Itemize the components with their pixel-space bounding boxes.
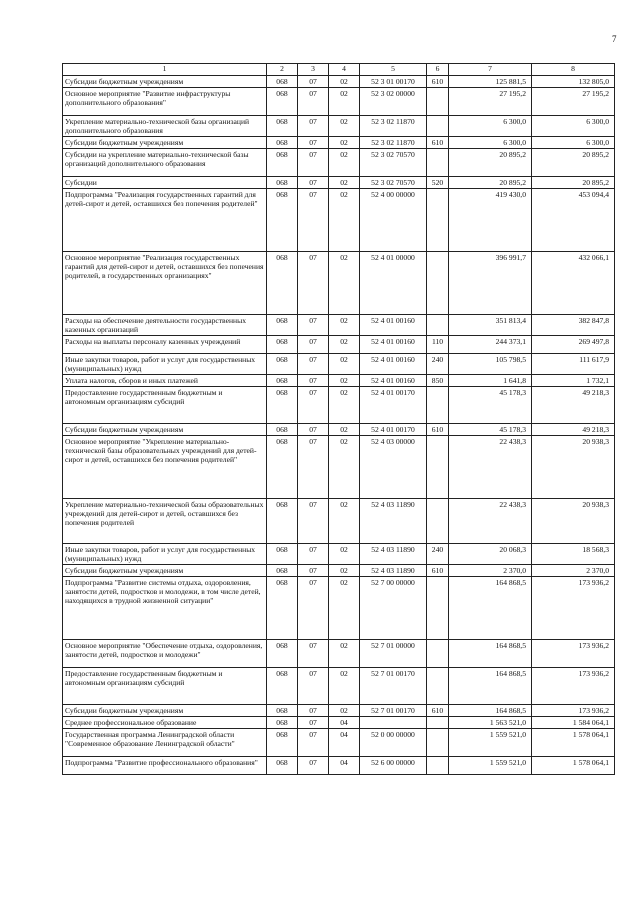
row-expense-type <box>427 88 449 116</box>
row-section: 07 <box>298 137 329 149</box>
row-section: 07 <box>298 88 329 116</box>
row-section: 07 <box>298 336 329 354</box>
header-cell: 4 <box>329 64 360 76</box>
row-admin-code: 068 <box>267 717 298 729</box>
row-name: Государственная программа Ленинградской области "Современное образование Ленинградской области" <box>63 729 267 757</box>
table-row <box>63 375 615 387</box>
row-section: 07 <box>298 354 329 375</box>
row-amount-year2: 18 568,3 <box>532 544 615 565</box>
row-expense-type <box>427 252 449 315</box>
row-amount-year1: 2 370,0 <box>449 565 532 577</box>
row-admin-code: 068 <box>267 729 298 757</box>
row-admin-code: 068 <box>267 387 298 424</box>
row-expense-type <box>427 577 449 640</box>
row-amount-year2: 111 617,9 <box>532 354 615 375</box>
header-cell: 5 <box>360 64 427 76</box>
row-admin-code: 068 <box>267 76 298 88</box>
row-amount-year2: 269 497,8 <box>532 336 615 354</box>
row-admin-code: 068 <box>267 668 298 705</box>
row-target-article: 52 4 00 00000 <box>360 189 427 252</box>
row-admin-code: 068 <box>267 149 298 177</box>
row-admin-code: 068 <box>267 757 298 775</box>
row-name: Субсидии на укрепление материально-технической базы организаций дополнительного образования <box>63 149 267 177</box>
row-subsection: 02 <box>329 336 360 354</box>
row-section: 07 <box>298 315 329 336</box>
row-amount-year1: 125 881,5 <box>449 76 532 88</box>
row-subsection: 02 <box>329 177 360 189</box>
row-name: Уплата налогов, сборов и иных платежей <box>63 375 267 387</box>
row-amount-year1: 1 641,8 <box>449 375 532 387</box>
row-target-article: 52 6 00 00000 <box>360 757 427 775</box>
row-expense-type <box>427 717 449 729</box>
row-subsection: 02 <box>329 137 360 149</box>
row-admin-code: 068 <box>267 354 298 375</box>
row-name: Иные закупки товаров, работ и услуг для государственных (муниципальных) нужд <box>63 354 267 375</box>
row-admin-code: 068 <box>267 336 298 354</box>
row-admin-code: 068 <box>267 544 298 565</box>
row-amount-year2: 20 938,3 <box>532 499 615 544</box>
row-admin-code: 068 <box>267 375 298 387</box>
row-expense-type <box>427 149 449 177</box>
row-name: Субсидии бюджетным учреждениям <box>63 424 267 436</box>
row-amount-year1: 45 178,3 <box>449 424 532 436</box>
row-subsection: 02 <box>329 315 360 336</box>
row-target-article: 52 4 01 00160 <box>360 315 427 336</box>
header-cell: 2 <box>267 64 298 76</box>
table-row <box>63 336 615 354</box>
row-name: Предоставление государственным бюджетным и автономным организациям субсидий <box>63 668 267 705</box>
row-amount-year2: 173 936,2 <box>532 577 615 640</box>
header-cell: 8 <box>532 64 615 76</box>
row-amount-year1: 20 895,2 <box>449 177 532 189</box>
row-section: 07 <box>298 149 329 177</box>
row-admin-code: 068 <box>267 189 298 252</box>
header-cell: 6 <box>427 64 449 76</box>
table-row <box>63 577 615 640</box>
row-expense-type <box>427 315 449 336</box>
row-target-article: 52 4 01 00000 <box>360 252 427 315</box>
row-admin-code: 068 <box>267 315 298 336</box>
row-name: Основное мероприятие "Реализация государственных гарантий для детей-сирот и детей, оставшихся без попечения родителей, в государственных организациях" <box>63 252 267 315</box>
table-row <box>63 499 615 544</box>
row-amount-year2: 1 732,1 <box>532 375 615 387</box>
row-expense-type <box>427 189 449 252</box>
row-admin-code: 068 <box>267 116 298 137</box>
row-admin-code: 068 <box>267 88 298 116</box>
row-name: Предоставление государственным бюджетным и автономным организациям субсидий <box>63 387 267 424</box>
row-target-article: 52 4 01 00160 <box>360 336 427 354</box>
row-admin-code: 068 <box>267 565 298 577</box>
row-target-article <box>360 717 427 729</box>
row-amount-year1: 22 438,3 <box>449 499 532 544</box>
row-amount-year2: 173 936,2 <box>532 640 615 668</box>
table-row <box>63 252 615 315</box>
row-amount-year2: 173 936,2 <box>532 668 615 705</box>
row-target-article: 52 4 01 00160 <box>360 375 427 387</box>
row-name: Субсидии бюджетным учреждениям <box>63 137 267 149</box>
row-amount-year1: 27 195,2 <box>449 88 532 116</box>
row-amount-year1: 6 300,0 <box>449 137 532 149</box>
row-section: 07 <box>298 499 329 544</box>
row-expense-type <box>427 387 449 424</box>
row-target-article: 52 3 02 70570 <box>360 149 427 177</box>
row-expense-type <box>427 116 449 137</box>
row-name: Основное мероприятие "Обеспечение отдыха, оздоровления, занятости детей, подростков и молодежи" <box>63 640 267 668</box>
row-expense-type: 610 <box>427 705 449 717</box>
row-name: Субсидии <box>63 177 267 189</box>
row-section: 07 <box>298 565 329 577</box>
header-cell: 1 <box>63 64 267 76</box>
row-amount-year1: 244 373,1 <box>449 336 532 354</box>
row-name: Подпрограмма "Развитие системы отдыха, оздоровления, занятости детей, подростков и молодежи, в том числе детей, находящихся в трудной жизненной ситуации" <box>63 577 267 640</box>
row-name: Подпрограмма "Реализация государственных гарантий для детей-сирот и детей, оставшихся без попечения родителей" <box>63 189 267 252</box>
table-row <box>63 354 615 375</box>
table-row <box>63 757 615 775</box>
table-row <box>63 544 615 565</box>
row-amount-year2: 453 094,4 <box>532 189 615 252</box>
table-row <box>63 137 615 149</box>
row-expense-type <box>427 640 449 668</box>
table-row <box>63 315 615 336</box>
row-section: 07 <box>298 252 329 315</box>
table-row <box>63 640 615 668</box>
row-amount-year2: 382 847,8 <box>532 315 615 336</box>
row-subsection: 02 <box>329 577 360 640</box>
row-amount-year1: 45 178,3 <box>449 387 532 424</box>
row-expense-type <box>427 436 449 499</box>
row-section: 07 <box>298 729 329 757</box>
row-amount-year2: 6 300,0 <box>532 116 615 137</box>
header-row <box>63 64 615 76</box>
row-subsection: 02 <box>329 640 360 668</box>
row-subsection: 02 <box>329 387 360 424</box>
table-row <box>63 565 615 577</box>
row-subsection: 02 <box>329 544 360 565</box>
row-section: 07 <box>298 668 329 705</box>
table-row <box>63 177 615 189</box>
row-name: Субсидии бюджетным учреждениям <box>63 705 267 717</box>
row-amount-year1: 164 868,5 <box>449 668 532 705</box>
row-amount-year2: 6 300,0 <box>532 137 615 149</box>
row-amount-year2: 2 370,0 <box>532 565 615 577</box>
row-expense-type: 610 <box>427 424 449 436</box>
row-amount-year2: 1 584 064,1 <box>532 717 615 729</box>
row-admin-code: 068 <box>267 640 298 668</box>
row-name: Основное мероприятие "Развитие инфраструктуры дополнительного образования" <box>63 88 267 116</box>
row-subsection: 02 <box>329 499 360 544</box>
row-section: 07 <box>298 189 329 252</box>
row-admin-code: 068 <box>267 499 298 544</box>
row-subsection: 02 <box>329 189 360 252</box>
row-expense-type: 240 <box>427 544 449 565</box>
row-name: Среднее профессиональное образование <box>63 717 267 729</box>
row-name: Укрепление материально-технической базы образовательных учреждений для детей-сирот и детей, оставшихся без попечения родителей <box>63 499 267 544</box>
row-admin-code: 068 <box>267 177 298 189</box>
row-target-article: 52 7 00 00000 <box>360 577 427 640</box>
row-section: 07 <box>298 577 329 640</box>
row-admin-code: 068 <box>267 577 298 640</box>
row-name: Укрепление материально-технической базы организаций дополнительного образования <box>63 116 267 137</box>
row-amount-year2: 27 195,2 <box>532 88 615 116</box>
row-section: 07 <box>298 436 329 499</box>
row-name: Расходы на выплаты персоналу казенных учреждений <box>63 336 267 354</box>
row-expense-type <box>427 668 449 705</box>
row-section: 07 <box>298 640 329 668</box>
row-target-article: 52 7 01 00170 <box>360 705 427 717</box>
table-row <box>63 116 615 137</box>
row-amount-year2: 20 895,2 <box>532 149 615 177</box>
row-section: 07 <box>298 424 329 436</box>
table-row <box>63 424 615 436</box>
row-section: 07 <box>298 177 329 189</box>
row-expense-type: 110 <box>427 336 449 354</box>
row-subsection: 02 <box>329 424 360 436</box>
header-cell: 3 <box>298 64 329 76</box>
table-row <box>63 88 615 116</box>
row-amount-year1: 22 438,3 <box>449 436 532 499</box>
row-subsection: 02 <box>329 375 360 387</box>
row-expense-type: 610 <box>427 565 449 577</box>
row-amount-year1: 419 430,0 <box>449 189 532 252</box>
row-target-article: 52 4 01 00160 <box>360 354 427 375</box>
row-amount-year1: 20 068,3 <box>449 544 532 565</box>
row-amount-year1: 20 895,2 <box>449 149 532 177</box>
table-row <box>63 149 615 177</box>
row-section: 07 <box>298 544 329 565</box>
row-target-article: 52 7 01 00170 <box>360 668 427 705</box>
row-subsection: 02 <box>329 436 360 499</box>
row-amount-year2: 49 218,3 <box>532 387 615 424</box>
row-amount-year2: 1 578 064,1 <box>532 729 615 757</box>
row-expense-type: 240 <box>427 354 449 375</box>
row-name: Основное мероприятие "Укрепление материально-технической базы образовательных учреждений для детей-сирот и детей, оставшихся без попечения родителей" <box>63 436 267 499</box>
row-target-article: 52 3 01 00170 <box>360 76 427 88</box>
row-amount-year2: 1 578 064,1 <box>532 757 615 775</box>
row-amount-year2: 173 936,2 <box>532 705 615 717</box>
row-subsection: 02 <box>329 668 360 705</box>
row-target-article: 52 3 02 11870 <box>360 116 427 137</box>
row-amount-year1: 396 991,7 <box>449 252 532 315</box>
table-row <box>63 717 615 729</box>
row-amount-year1: 164 868,5 <box>449 705 532 717</box>
table-row <box>63 668 615 705</box>
table-row <box>63 705 615 717</box>
row-section: 07 <box>298 717 329 729</box>
row-admin-code: 068 <box>267 137 298 149</box>
row-subsection: 02 <box>329 88 360 116</box>
row-target-article: 52 4 01 00170 <box>360 387 427 424</box>
row-amount-year2: 132 805,0 <box>532 76 615 88</box>
row-expense-type <box>427 499 449 544</box>
row-amount-year2: 49 218,3 <box>532 424 615 436</box>
row-expense-type: 850 <box>427 375 449 387</box>
table-row <box>63 189 615 252</box>
row-name: Иные закупки товаров, работ и услуг для государственных (муниципальных) нужд <box>63 544 267 565</box>
row-target-article: 52 4 03 11890 <box>360 544 427 565</box>
budget-table <box>62 63 615 775</box>
row-amount-year2: 432 066,1 <box>532 252 615 315</box>
row-subsection: 04 <box>329 729 360 757</box>
row-amount-year2: 20 895,2 <box>532 177 615 189</box>
row-subsection: 02 <box>329 705 360 717</box>
row-section: 07 <box>298 76 329 88</box>
row-expense-type <box>427 729 449 757</box>
table-row <box>63 729 615 757</box>
row-target-article: 52 3 02 11870 <box>360 137 427 149</box>
row-subsection: 04 <box>329 717 360 729</box>
row-target-article: 52 0 00 00000 <box>360 729 427 757</box>
row-expense-type: 520 <box>427 177 449 189</box>
row-target-article: 52 4 03 11890 <box>360 499 427 544</box>
row-expense-type: 610 <box>427 76 449 88</box>
row-name: Расходы на обеспечение деятельности государственных казенных организаций <box>63 315 267 336</box>
header-cell: 7 <box>449 64 532 76</box>
row-target-article: 52 4 03 00000 <box>360 436 427 499</box>
row-amount-year1: 6 300,0 <box>449 116 532 137</box>
row-amount-year1: 1 559 521,0 <box>449 729 532 757</box>
row-subsection: 02 <box>329 149 360 177</box>
row-amount-year1: 164 868,5 <box>449 577 532 640</box>
row-name: Субсидии бюджетным учреждениям <box>63 565 267 577</box>
row-section: 07 <box>298 116 329 137</box>
row-amount-year1: 1 559 521,0 <box>449 757 532 775</box>
row-amount-year1: 351 813,4 <box>449 315 532 336</box>
row-subsection: 02 <box>329 252 360 315</box>
row-admin-code: 068 <box>267 705 298 717</box>
row-admin-code: 068 <box>267 252 298 315</box>
row-section: 07 <box>298 387 329 424</box>
row-section: 07 <box>298 375 329 387</box>
row-admin-code: 068 <box>267 424 298 436</box>
row-admin-code: 068 <box>267 436 298 499</box>
table-row <box>63 76 615 88</box>
row-target-article: 52 3 02 70570 <box>360 177 427 189</box>
row-subsection: 02 <box>329 565 360 577</box>
row-target-article: 52 3 02 00000 <box>360 88 427 116</box>
row-name: Подпрограмма "Развитие профессионального образования" <box>63 757 267 775</box>
row-subsection: 04 <box>329 757 360 775</box>
row-subsection: 02 <box>329 354 360 375</box>
row-target-article: 52 4 03 11890 <box>360 565 427 577</box>
row-amount-year1: 1 563 521,0 <box>449 717 532 729</box>
row-expense-type <box>427 757 449 775</box>
row-expense-type: 610 <box>427 137 449 149</box>
table-row <box>63 436 615 499</box>
row-subsection: 02 <box>329 116 360 137</box>
page-number: 7 <box>612 34 617 44</box>
row-amount-year2: 20 938,3 <box>532 436 615 499</box>
row-target-article: 52 4 01 00170 <box>360 424 427 436</box>
row-name: Субсидии бюджетным учреждениям <box>63 76 267 88</box>
row-amount-year1: 105 798,5 <box>449 354 532 375</box>
row-section: 07 <box>298 757 329 775</box>
row-subsection: 02 <box>329 76 360 88</box>
row-section: 07 <box>298 705 329 717</box>
row-target-article: 52 7 01 00000 <box>360 640 427 668</box>
row-amount-year1: 164 868,5 <box>449 640 532 668</box>
table-row <box>63 387 615 424</box>
